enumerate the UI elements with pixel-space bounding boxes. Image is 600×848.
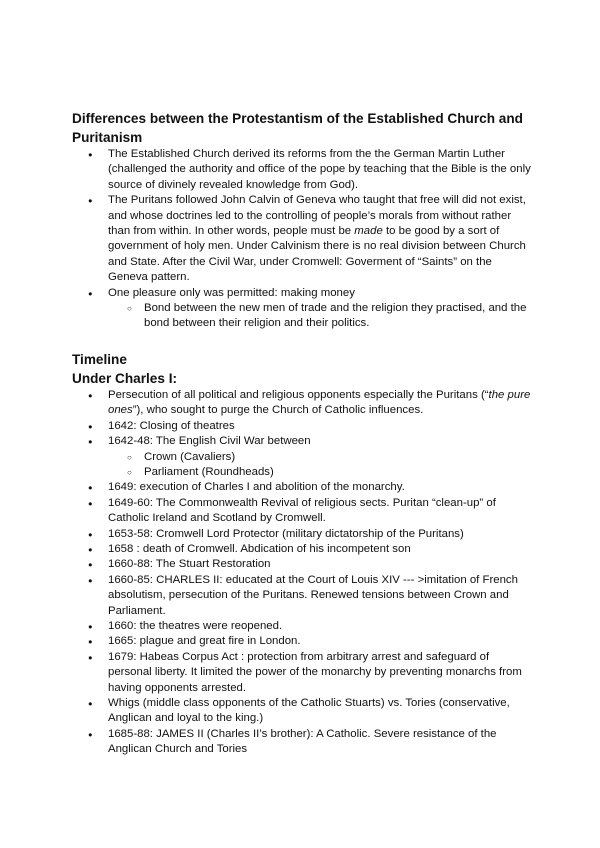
differences-list [72,147,532,332]
section-title-differences: Differences between the Protestantism of the Established Church and Puritanism [72,111,523,145]
list-item: ● 1679: Habeas Corpus Act : protection from arbitrary arrest and safeguard of personal liberty. It limited the power of the monarchy by preventing monarchs from having opponents arrested. [72,650,532,696]
list-item: ● 1658 : death of Cromwell. Abdication of his incompetent son [72,542,532,557]
sub-list-item: ○ Parliament (Roundheads) [108,465,532,480]
section-subtitle-charles-i: Under Charles I: [72,370,177,386]
list-item: ● 1660-88: The Stuart Restoration [72,557,532,572]
sub-list-item: ○ Bond between the new men of trade and the religion they practised, and the bond between their religion and their politics. [108,301,532,332]
emphasis-text: made [354,225,383,238]
list-item [72,388,532,419]
list-item-text: One pleasure only was permitted: making money [108,286,355,299]
list-item: ● 1642: Closing of theatres [72,419,532,434]
timeline-list [72,388,532,758]
list-item: ● Whigs (middle class opponents of the Catholic Stuarts) vs. Tories (conservative, Anglican and loyal to the king.) [72,696,532,727]
sub-list [108,301,532,332]
list-item: ● The Established Church derived its reforms from the the German Martin Luther (challenged the authority and office of the pope by teaching that the Bible is the only source of divinely revealed knowledge from God). [72,147,532,193]
list-item: ● 1665: plague and great fire in London. [72,634,532,649]
list-item: ● 1660: the theatres were reopened. [72,619,532,634]
list-item: ● 1660-85: CHARLES II: educated at the Court of Louis XIV --- >imitation of French absolutism, persecution of the Puritans. Renewed tensions between Crown and Parliament. [72,573,532,619]
list-item-text: to be good by a sort of government of holy men. Under Calvinism there is no real division between Church and State. After the Civil War, under Cromwell: Goverment of “Saints” on the Geneva pattern. [108,225,526,284]
list-item [72,434,532,480]
sub-list [108,450,532,481]
list-item [72,286,532,332]
list-item: ● 1649: execution of Charles I and abolition of the monarchy. [72,480,532,495]
list-item-text: Persecution of all political and religious opponents especially the Puritans (“ [108,388,489,401]
emphasis-text: the pure ones [108,388,531,417]
list-item: ● 1649-60: The Commonwealth Revival of religious sects. Puritan “clean-up” of Catholic Ireland and Scotland by Cromwell. [72,496,532,527]
document-content [72,109,532,758]
list-item: ● 1685-88: JAMES II (Charles II’s brother): A Catholic. Severe resistance of the Anglican Church and Tories [72,727,532,758]
list-item-text: 1642-48: The English Civil War between [108,435,311,448]
list-item-text: ”), who sought to purge the Church of Catholic influences. [132,404,424,417]
list-item: ● 1653-58: Cromwell Lord Protector (military dictatorship of the Puritans) [72,527,532,542]
list-item-text: The Puritans followed John Calvin of Geneva who taught that free will did not exist, and whose doctrines led to the controlling of people’s morals from without rather than from within. In other words, people must be [108,194,526,238]
section-title-timeline: Timeline [72,351,127,367]
sub-list-item: ○ Crown (Cavaliers) [108,450,532,465]
list-item [72,193,532,285]
